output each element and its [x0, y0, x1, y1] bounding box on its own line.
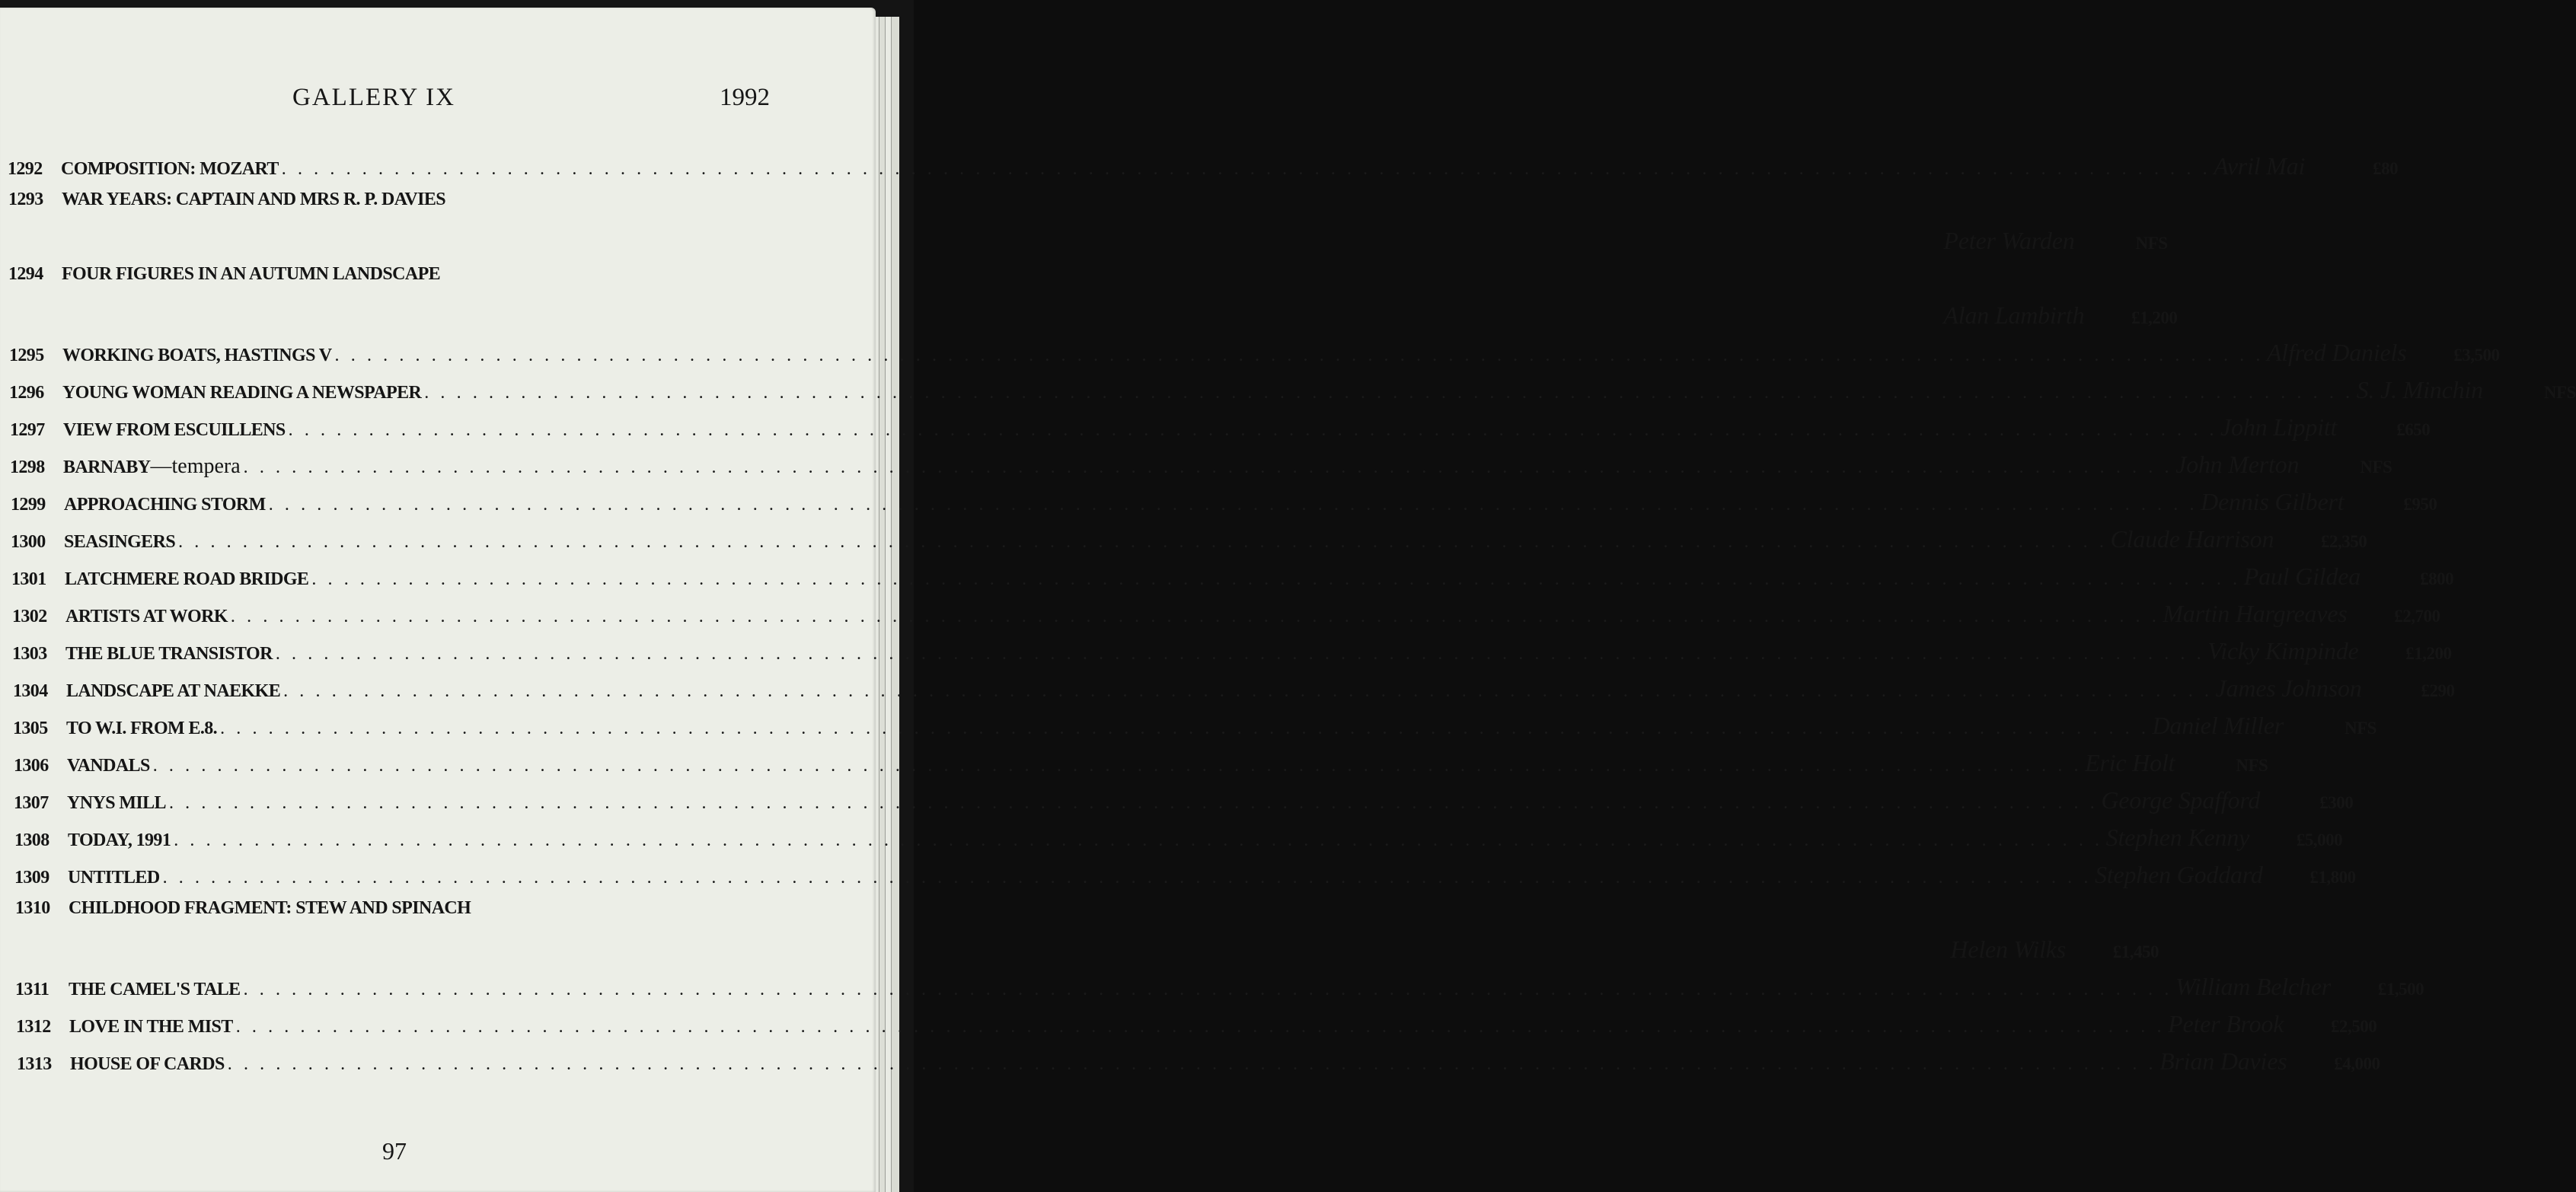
entry-price: £2,700	[2394, 607, 2440, 626]
entry-price: £950	[2403, 495, 2437, 514]
entry-number: 1292	[8, 159, 43, 179]
entry-title	[62, 383, 421, 403]
leader-dots: . . . . . . . . . . . . . . . . . . . . . . . . . . . . . . . . . . . . . . . . . . . . . . . . . . . . . . . . . . . . . . . . . . . . . . . . . . . . . . . . . . . . . . . . . . . . . . . . . . . . . . . . . . . . . . . . . . . . . . . .	[424, 383, 2354, 403]
entry-title-text: THE CAMEL'S TALE	[69, 980, 241, 999]
entry-number: 1294	[8, 264, 43, 284]
leader-dots: . . . . . . . . . . . . . . . . . . . . . . . . . . . . . . . . . . . . . . . . . . . . . . . . . . . . . . . . . . . . . . . . . . . . . . . . . . . . . . . . . . . . . . . . . . . . . . . . . . . . . . . . . . . . . . . . . . . . . . . .	[243, 980, 2172, 999]
leader-dots: . . . . . . . . . . . . . . . . . . . . . . . . . . . . . . . . . . . . . . . . . . . . . . . . . . . . . . . . . . . . . . . . . . . . . . . . . . . . . . . . . . . . . . . . . . . . . . . . . . . . . . . . . . . . . . . . . . . . . . . .	[288, 420, 2218, 440]
leader-dots: . . . . . . . . . . . . . . . . . . . . . . . . . . . . . . . . . . . . . . . . . . . . . . . . . . . . . . . . . . . . . . . . . . . . . . . . . . . . . . . . . . . . . . . . . . . . . . . . . . . . . . . . . . . . . . . . . . . . . . . .	[168, 793, 2099, 813]
entry-row	[10, 451, 2392, 481]
entry-title-text: APPROACHING STORM	[64, 495, 266, 515]
entry-title	[63, 454, 241, 479]
leader-dots: . . . . . . . . . . . . . . . . . . . . . . . . . . . . . . . . . . . . . . . . . . . . . . . . . . . . . . . . . . . . . . . . . . . . . . . . . . . . . . . . . . . . . . . . . . . . . . . . . . . . . . . . . . . . . . . . . . . . . . . .	[275, 644, 2205, 664]
leader-dots: . . . . . . . . . . . . . . . . . . . . . . . . . . . . . . . . . . . . . . . . . . . . . . . . . . . . . . . . . . . . . . . . . . . . . . . . . . . . . . . . . . . . . . . . . . . . . . . . . . . . . . . . . . . . . . . . . . . . . . . .	[220, 719, 2150, 738]
entry-number: 1301	[11, 569, 46, 589]
entry-row	[17, 1047, 2380, 1078]
entry-row	[14, 861, 2356, 891]
entry-number: 1296	[9, 383, 44, 403]
entry-number: 1293	[8, 190, 43, 209]
entry-artist: Dennis Gilbert	[2201, 488, 2345, 515]
entry-artist: John Lippitt	[2220, 413, 2338, 441]
entry-price: £1,200	[2131, 308, 2178, 327]
entry-row	[8, 264, 777, 295]
entry-row	[9, 339, 2500, 369]
gallery-title: GALLERY IX	[292, 84, 456, 111]
entry-title-text: LOVE IN THE MIST	[69, 1017, 233, 1037]
entry-title	[67, 756, 150, 776]
entry-artist: Claude Harrison	[2110, 525, 2274, 553]
leader-dots: . . . . . . . . . . . . . . . . . . . . . . . . . . . . . . . . . . . . . . . . . . . . . . . . . . . . . . . . . . . . . . . . . . . . . . . . . . . . . . . . . . . . . . . . . . . . . . . . . . . . . . . . . . . . . . . . . . . . . . . .	[235, 1017, 2166, 1037]
entry-title-text: TO W.I. FROM E.8.	[66, 719, 218, 738]
entry-number: 1308	[14, 830, 49, 850]
entry-artist: Peter Brook	[2168, 1010, 2284, 1037]
entry-artist: Daniel Miller	[2152, 712, 2284, 739]
entry-title	[66, 681, 280, 702]
entry-title	[64, 495, 266, 515]
entry-title-text: COMPOSITION: MOZART	[61, 159, 279, 179]
entry-title	[69, 1017, 233, 1037]
entry-title	[70, 1054, 225, 1075]
entry-title	[69, 898, 471, 919]
leader-dots: . . . . . . . . . . . . . . . . . . . . . . . . . . . . . . . . . . . . . . . . . . . . . . . . . . . . . . . . . . . . . . . . . . . . . . . . . . . . . . . . . . . . . . . . . . . . . . . . . . . . . . . . . . . . . . . . . . . . . . . .	[162, 868, 2092, 888]
entry-price: £2,350	[2321, 532, 2367, 551]
entry-price: NFS	[2543, 383, 2576, 402]
entry-artist: William Belcher	[2175, 973, 2332, 1000]
entry-title-text: VANDALS	[67, 756, 150, 776]
entry-title-text: HOUSE OF CARDS	[70, 1054, 225, 1074]
entry-row	[14, 749, 2268, 779]
entry-row-continued	[8, 301, 2178, 332]
entry-number: 1304	[13, 681, 48, 701]
entry-title	[68, 830, 171, 851]
entry-artist: Stephen Goddard	[2094, 861, 2263, 888]
catalogue-entries	[0, 8, 2576, 1149]
entry-artist: Avril Mai	[2214, 152, 2306, 180]
leader-dots: . . . . . . . . . . . . . . . . . . . . . . . . . . . . . . . . . . . . . . . . . . . . . . . . . . . . . . . . . . . . . . . . . . . . . . . . . . . . . . . . . . . . . . . . . . . . . . . . . . . . . . . . . . . . . . . . . . . . . . . .	[227, 1054, 2157, 1074]
page-edge	[891, 17, 898, 1192]
entry-price: £1,800	[2309, 868, 2356, 887]
entry-title	[65, 644, 273, 665]
entry-number: 1302	[12, 607, 47, 626]
entry-price: £800	[2420, 569, 2454, 588]
entry-row	[9, 376, 2576, 406]
leader-dots: . . . . . . . . . . . . . . . . . . . . . . . . . . . . . . . . . . . . . . . . . . . . . . . . . . . . . . . . . . . . . . . . . . . . . . . . . . . . . . . . . . . . . . . . . . . . . . . . . . . . . . . . . . . . . . . . . . . . . . . .	[283, 681, 2213, 701]
entry-title	[66, 719, 217, 739]
entry-title	[67, 793, 166, 814]
entry-title	[69, 980, 241, 1000]
entry-price: £3,500	[2453, 346, 2500, 365]
entry-artist: Stephen Kenny	[2105, 824, 2250, 851]
entry-row	[14, 786, 2354, 817]
entry-price: NFS	[2345, 719, 2376, 738]
entry-title-text: TODAY, 1991	[68, 830, 171, 850]
entry-title	[62, 264, 440, 285]
entry-title-text: SEASINGERS	[64, 532, 176, 552]
entry-title-text: WORKING BOATS, HASTINGS V	[62, 346, 332, 365]
entry-row-continued	[15, 935, 2159, 966]
entry-price: NFS	[2236, 756, 2268, 775]
entry-row	[15, 973, 2424, 1003]
entry-artist: S. J. Minchin	[2356, 376, 2483, 403]
entry-title-text: FOUR FIGURES IN AN AUTUMN LANDSCAPE	[62, 264, 441, 284]
entry-title	[64, 532, 175, 553]
leader-dots: . . . . . . . . . . . . . . . . . . . . . . . . . . . . . . . . . . . . . . . . . . . . . . . . . . . . . . . . . . . . . . . . . . . . . . . . . . . . . . . . . . . . . . . . . . . . . . . . . . . . . . . . . . . . . . . . . . . . . . . .	[152, 756, 2083, 776]
entry-artist: Paul Gildea	[2243, 563, 2361, 590]
entry-price: £300	[2319, 793, 2354, 812]
entry-price: £1,200	[2405, 644, 2452, 663]
entry-title	[65, 569, 308, 590]
entry-title	[68, 868, 160, 888]
entry-artist: James Johnson	[2215, 674, 2362, 702]
leader-dots: . . . . . . . . . . . . . . . . . . . . . . . . . . . . . . . . . . . . . . . . . . . . . . . . . . . . . . . . . . . . . . . . . . . . . . . . . . . . . . . . . . . . . . . . . . . . . . . . . . . . . . . . . . . . . . . . . . . . . . . .	[281, 159, 2211, 179]
leader-dots: . . . . . . . . . . . . . . . . . . . . . . . . . . . . . . . . . . . . . . . . . . . . . . . . . . . . . . . . . . . . . . . . . . . . . . . . . . . . . . . . . . . . . . . . . . . . . . . . . . . . . . . . . . . . . . . . . . . . . . . .	[268, 495, 2198, 515]
entry-price: £290	[2421, 681, 2455, 700]
entry-title	[62, 190, 445, 210]
leader-dots: . . . . . . . . . . . . . . . . . . . . . . . . . . . . . . . . . . . . . . . . . . . . . . . . . . . . . . . . . . . . . . . . . . . . . . . . . . . . . . . . . . . . . . . . . . . . . . . . . . . . . . . . . . . . . . . . . . . . . . . .	[243, 457, 2173, 477]
entry-number: 1307	[14, 793, 49, 813]
entry-row	[15, 898, 784, 929]
entry-title-text: CHILDHOOD FRAGMENT: STEW AND SPINACH	[69, 898, 471, 918]
entry-row	[13, 674, 2455, 705]
entry-number: 1309	[14, 868, 49, 888]
entry-artist: Peter Warden	[1943, 227, 2075, 254]
entry-number: 1312	[16, 1017, 51, 1037]
entry-number: 1299	[11, 495, 46, 515]
entry-price: £4,000	[2334, 1054, 2380, 1073]
entry-artist: Alan Lambirth	[1943, 301, 2085, 329]
entry-title	[65, 607, 228, 627]
entry-number: 1298	[10, 457, 45, 477]
leader-dots: . . . . . . . . . . . . . . . . . . . . . . . . . . . . . . . . . . . . . . . . . . . . . . . . . . . . . . . . . . . . . . . . . . . . . . . . . . . . . . . . . . . . . . . . . . . . . . . . . . . . . . . . . . . . . . . . . . . . . . . .	[230, 607, 2160, 626]
entry-row	[12, 600, 2440, 630]
entry-title	[62, 346, 332, 366]
entry-artist: Helen Wilks	[1950, 935, 2066, 963]
entry-price: £5,000	[2296, 830, 2343, 849]
entry-price: £2,500	[2330, 1017, 2377, 1036]
entry-row	[12, 637, 2452, 668]
entry-title-text: WAR YEARS: CAPTAIN AND MRS R. P. DAVIES	[62, 190, 446, 209]
entry-artist: John Merton	[2175, 451, 2300, 478]
entry-number: 1310	[15, 898, 50, 918]
leader-dots: . . . . . . . . . . . . . . . . . . . . . . . . . . . . . . . . . . . . . . . . . . . . . . . . . . . . . . . . . . . . . . . . . . . . . . . . . . . . . . . . . . . . . . . . . . . . . . . . . . . . . . . . . . . . . . . . . . . . . . . .	[334, 346, 2264, 365]
entry-price: NFS	[2135, 234, 2168, 253]
entry-number: 1306	[14, 756, 49, 776]
entry-price: £1,500	[2377, 980, 2424, 999]
entry-price: £1,450	[2112, 942, 2159, 961]
entry-row-continued	[8, 227, 2168, 257]
entry-number: 1295	[9, 346, 44, 365]
entry-title-text: YOUNG WOMAN READING A NEWSPAPER	[62, 383, 422, 403]
entry-title-text: UNTITLED	[68, 868, 160, 888]
entry-row	[8, 152, 2399, 183]
entry-artist: George Spafford	[2101, 786, 2261, 814]
entry-title	[63, 420, 286, 441]
entry-artist: Alfred Daniels	[2266, 339, 2407, 366]
catalogue-year: 1992	[720, 84, 770, 111]
entry-row	[16, 1010, 2377, 1041]
entry-row	[8, 190, 777, 220]
entry-title-text: BARNABY	[63, 457, 151, 477]
entry-row	[11, 563, 2454, 593]
entry-title-text: LANDSCAPE AT NAEKKE	[66, 681, 281, 701]
entry-row	[11, 488, 2437, 518]
entry-artist: Vicky Kimpinde	[2207, 637, 2359, 665]
entry-title-text: ARTISTS AT WORK	[65, 607, 228, 626]
entry-artist: Brian Davies	[2159, 1047, 2287, 1075]
entry-title-text: VIEW FROM ESCUILLENS	[63, 420, 286, 440]
entry-title-text: THE BLUE TRANSISTOR	[65, 644, 273, 664]
page-number: 97	[382, 1137, 407, 1165]
entry-title-text: YNYS MILL	[67, 793, 166, 813]
leader-dots: . . . . . . . . . . . . . . . . . . . . . . . . . . . . . . . . . . . . . . . . . . . . . . . . . . . . . . . . . . . . . . . . . . . . . . . . . . . . . . . . . . . . . . . . . . . . . . . . . . . . . . . . . . . . . . . . . . . . . . . .	[311, 569, 2241, 589]
entry-number: 1297	[10, 420, 45, 440]
catalogue-page	[0, 8, 2576, 1192]
entry-number: 1305	[13, 719, 48, 738]
entry-artist: Martin Hargreaves	[2163, 600, 2348, 627]
entry-number: 1300	[11, 532, 46, 552]
entry-number: 1313	[17, 1054, 52, 1074]
entry-row	[11, 525, 2367, 556]
entry-price: NFS	[2360, 457, 2392, 476]
leader-dots: . . . . . . . . . . . . . . . . . . . . . . . . . . . . . . . . . . . . . . . . . . . . . . . . . . . . . . . . . . . . . . . . . . . . . . . . . . . . . . . . . . . . . . . . . . . . . . . . . . . . . . . . . . . . . . . . . . . . . . . .	[174, 830, 2103, 850]
entry-title-text: LATCHMERE ROAD BRIDGE	[65, 569, 309, 589]
entry-price: £650	[2396, 420, 2431, 439]
entry-number: 1303	[12, 644, 47, 664]
entry-number: 1311	[15, 980, 49, 999]
leader-dots: . . . . . . . . . . . . . . . . . . . . . . . . . . . . . . . . . . . . . . . . . . . . . . . . . . . . . . . . . . . . . . . . . . . . . . . . . . . . . . . . . . . . . . . . . . . . . . . . . . . . . . . . . . . . . . . . . . . . . . . .	[178, 532, 2108, 552]
entry-row	[10, 413, 2431, 444]
entry-price: £80	[2373, 159, 2399, 178]
entry-title	[61, 159, 279, 180]
entry-row	[14, 824, 2343, 854]
entry-artist: Eric Holt	[2085, 749, 2175, 776]
entry-medium: —tempera	[150, 454, 241, 478]
entry-row	[13, 712, 2376, 742]
